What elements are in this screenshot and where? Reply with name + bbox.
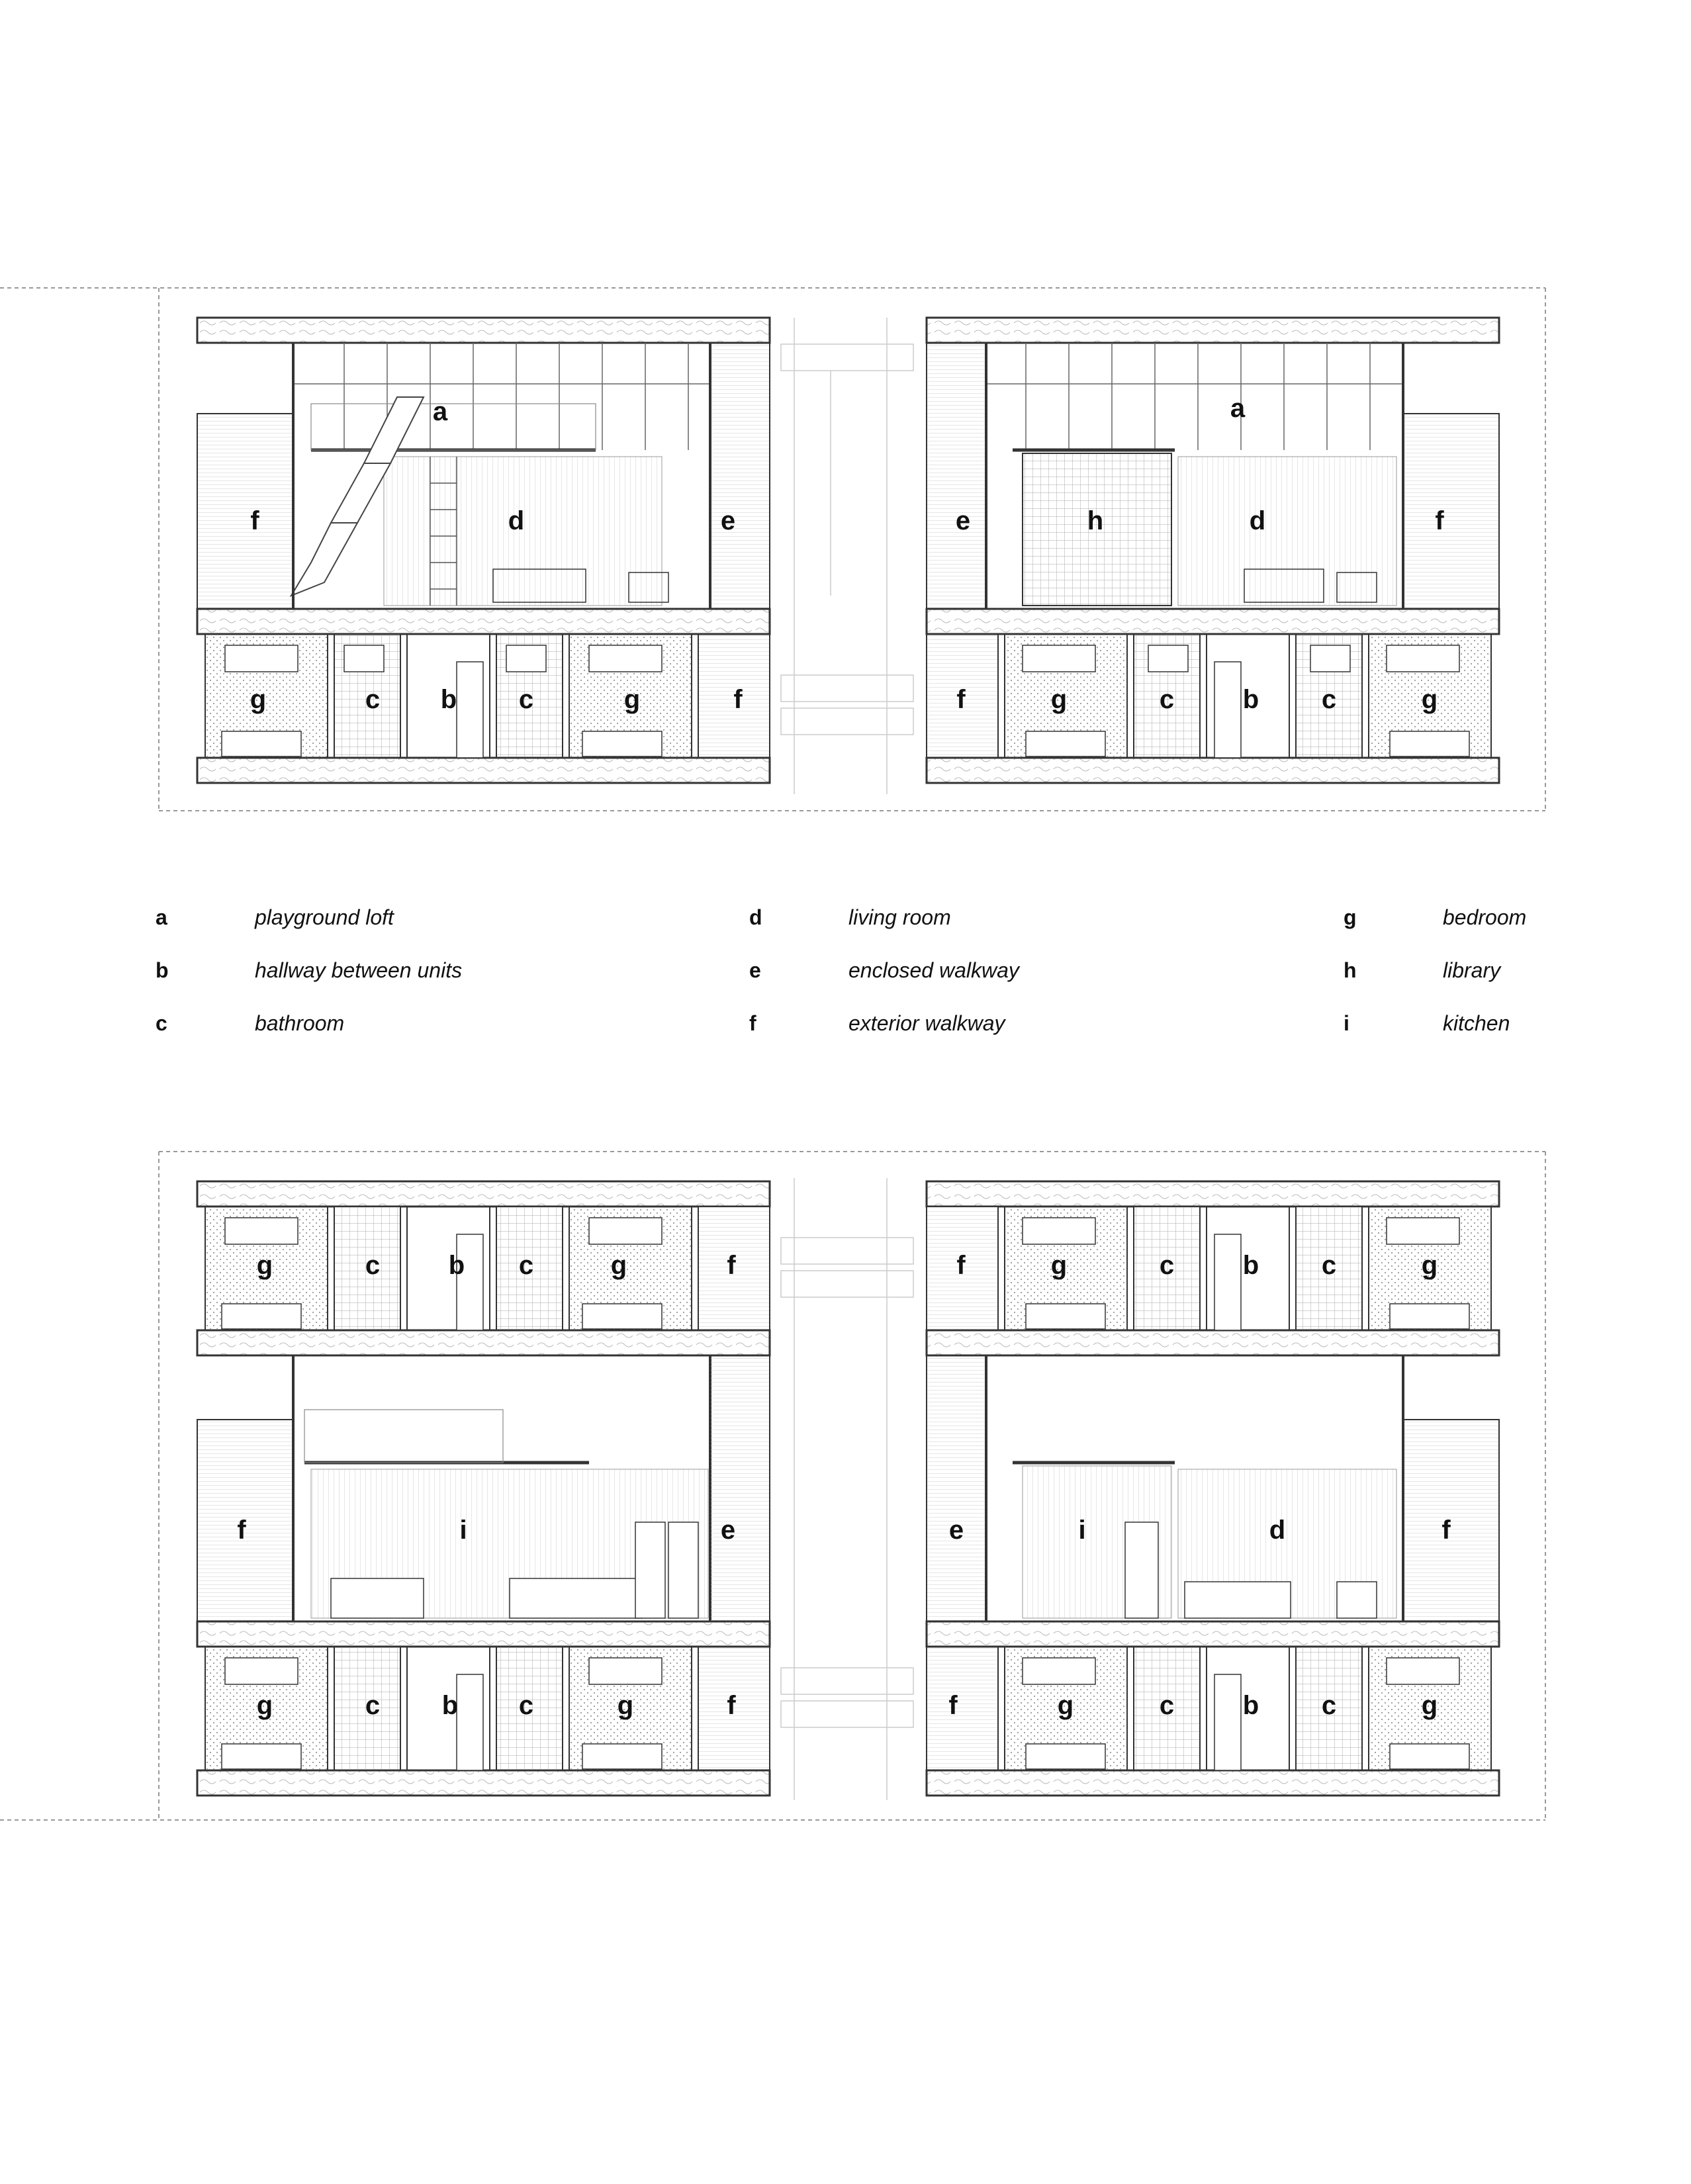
room-label: b: [1242, 1251, 1259, 1280]
legend-key: a: [156, 905, 167, 929]
room-label: b: [448, 1251, 465, 1280]
room-label: f: [948, 1691, 958, 1720]
room-label: g: [1050, 1251, 1068, 1280]
room-label: b: [1242, 1691, 1259, 1720]
legend-text: hallway between units: [255, 958, 463, 982]
legend-key: f: [749, 1011, 756, 1035]
upper-section: [0, 288, 1545, 811]
room-label: f: [956, 685, 966, 714]
legend-key: h: [1344, 958, 1357, 982]
legend-text: enclosed walkway: [848, 958, 1019, 982]
legend-text: library: [1443, 958, 1501, 982]
room-label: d: [1269, 1516, 1286, 1545]
room-label: e: [720, 506, 736, 535]
legend-text: living room: [848, 905, 951, 929]
legend-key: d: [749, 905, 762, 929]
room-label: i: [459, 1516, 467, 1545]
room-label: f: [733, 685, 743, 714]
room-label: c: [1321, 1251, 1337, 1280]
legend-key: e: [749, 958, 761, 982]
room-label: f: [250, 506, 259, 535]
legend-text: exterior walkway: [848, 1011, 1005, 1035]
room-label: g: [250, 685, 267, 714]
room-label: e: [955, 506, 971, 535]
room-label: b: [1242, 685, 1259, 714]
room-label: c: [1159, 1691, 1175, 1720]
room-label: a: [432, 397, 448, 426]
room-label: c: [365, 1691, 381, 1720]
room-label: c: [1159, 1251, 1175, 1280]
room-label: c: [365, 1251, 381, 1280]
lower-section: [0, 1152, 1545, 1820]
room-label: f: [1441, 1516, 1451, 1545]
room-label: e: [720, 1516, 736, 1545]
room-label: f: [1435, 506, 1444, 535]
room-label: c: [1159, 685, 1175, 714]
room-label: g: [1421, 1691, 1438, 1720]
room-label: g: [1421, 685, 1438, 714]
room-label: a: [1230, 394, 1246, 423]
room-label: c: [518, 685, 534, 714]
legend-text: bathroom: [255, 1011, 345, 1035]
room-label: g: [1057, 1691, 1074, 1720]
room-label: g: [623, 685, 641, 714]
room-label: i: [1078, 1516, 1086, 1545]
legend-key: c: [156, 1011, 167, 1035]
room-label: g: [610, 1251, 627, 1280]
legend-text: kitchen: [1443, 1011, 1510, 1035]
legend-text: bedroom: [1443, 905, 1527, 929]
room-label: d: [1249, 506, 1266, 535]
room-label: g: [256, 1691, 273, 1720]
room-label: f: [237, 1516, 246, 1545]
room-label: b: [440, 685, 457, 714]
room-label: f: [727, 1251, 736, 1280]
room-label: c: [1321, 685, 1337, 714]
legend-key: g: [1344, 905, 1357, 929]
room-label: g: [1421, 1251, 1438, 1280]
room-label: e: [948, 1516, 964, 1545]
room-label: b: [441, 1691, 459, 1720]
legend-key: i: [1344, 1011, 1349, 1035]
room-label: g: [256, 1251, 273, 1280]
room-label: f: [727, 1691, 736, 1720]
room-label: c: [1321, 1691, 1337, 1720]
room-label: c: [365, 685, 381, 714]
legend-key: b: [156, 958, 169, 982]
room-label: h: [1087, 506, 1104, 535]
legend-text: playground loft: [255, 905, 394, 929]
room-label: f: [956, 1251, 966, 1280]
room-label: g: [1050, 685, 1068, 714]
room-label: d: [508, 506, 525, 535]
room-label: c: [518, 1251, 534, 1280]
room-label: c: [518, 1691, 534, 1720]
room-label: g: [617, 1691, 634, 1720]
